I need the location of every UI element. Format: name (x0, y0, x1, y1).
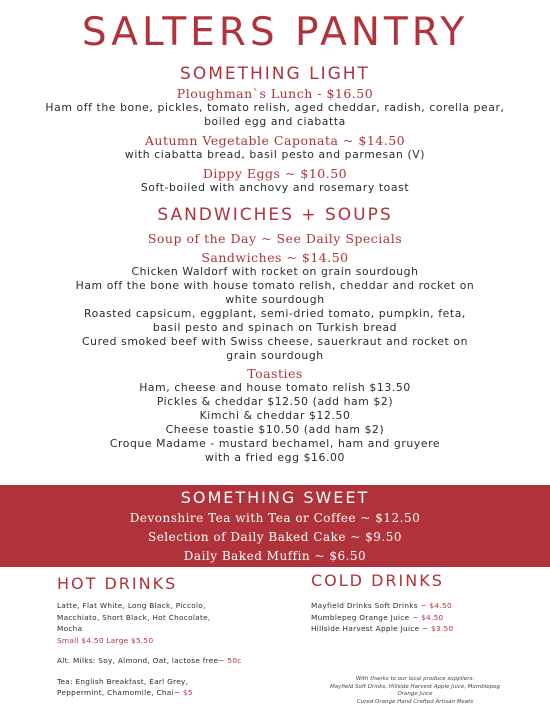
thanks-line: Cured Orange Hand Crafted Artisan Meats (356, 698, 474, 705)
thanks-line: With thanks to our local produce suppliers: (355, 676, 475, 682)
alt-milks (57, 655, 287, 667)
sandwich-line: Cured smoked beef with Swiss cheese, sauerkraut and rocket on (81, 335, 469, 348)
tea-price: ~ $5 (173, 688, 193, 697)
daily-cake-item: Selection of Daily Baked Cake ~ $9.50 (147, 530, 403, 544)
sandwiches-soups-heading: SANDWICHES + SOUPS (157, 205, 393, 225)
devonshire-tea-item: Devonshire Tea with Tea or Coffee ~ $12.50 (129, 511, 421, 525)
cold-drink-name: Mayfield Drinks Soft Drinks (311, 601, 418, 610)
something-sweet-banner (0, 485, 550, 567)
hot-drinks-list (57, 600, 287, 699)
sandwiches-title: Sandwiches ~ $14.50 (201, 250, 349, 265)
cold-drinks-list (311, 600, 541, 635)
something-light-section (0, 64, 550, 195)
caponata-desc: with ciabatta bread, basil pesto and parmesan (V) (124, 148, 426, 161)
sandwich-line: Ham off the bone with house tomato relish, cheddar and rocket on (75, 279, 475, 292)
tea-line-2-text: Peppermint, Chamomile, Chai (57, 688, 174, 697)
thanks-line: Orange Juice (397, 691, 433, 697)
soup-of-the-day: Soup of the Day ~ See Daily Specials (147, 231, 403, 246)
alt-milks-price: ~ 50c (218, 656, 242, 665)
daily-muffin-item: Daily Baked Muffin ~ $6.50 (183, 549, 367, 563)
tea-line-2 (57, 687, 287, 699)
ploughmans-lunch-desc-1: Ham off the bone, pickles, tomato relish, aged cheddar, radish, corella pear, (45, 101, 505, 114)
toastie-line: Croque Madame - mustard bechamel, ham and gruyere (109, 437, 441, 450)
sandwich-line: Chicken Waldorf with rocket on grain sourdough (131, 265, 419, 278)
coffee-line: Mocha (57, 624, 83, 633)
thanks-line: Mayfield Soft Drinks, Hillside Harvest Apple Juice, Mumblepeg (329, 683, 501, 690)
sandwich-line: basil pesto and spinach on Turkish bread (152, 321, 398, 334)
alt-milks-text: Alt. Milks: Soy, Almond, Oat, lactose free (57, 656, 219, 665)
sandwich-line: Roasted capsicum, eggplant, semi-dried tomato, pumpkin, feta, (84, 307, 466, 320)
coffee-sizes: Small $4.50 Large $5.50 (57, 635, 154, 645)
coffee-line: Macchiato, Short Black, Hot Chocolate, (57, 612, 211, 622)
caponata-title: Autumn Vegetable Caponata ~ $14.50 (144, 133, 406, 148)
ploughmans-lunch-desc-2: boiled egg and ciabatta (204, 115, 346, 128)
toastie-line: Kimchi & cheddar $12.50 (199, 409, 351, 422)
ploughmans-lunch-title: Ploughman`s Lunch - $16.50 (176, 86, 374, 101)
cold-drinks-heading: COLD DRINKS (311, 571, 444, 590)
sandwich-line: grain sourdough (226, 349, 324, 362)
cold-drink-item (311, 612, 541, 624)
toastie-line: with a fried egg $16.00 (205, 451, 345, 464)
toasties-title: Toasties (247, 366, 303, 381)
sandwiches-soups-section (0, 205, 550, 465)
sandwich-line: white sourdough (225, 293, 325, 306)
something-sweet-heading: SOMETHING SWEET (180, 488, 370, 507)
supplier-thanks (285, 676, 545, 706)
cold-drink-name: Hillside Harvest Apple Juice (311, 624, 420, 633)
cold-drink-price: ~ $4.50 (412, 612, 444, 622)
menu-title: SALTERS PANTRY (81, 10, 469, 55)
something-light-heading: SOMETHING LIGHT (180, 64, 370, 84)
cold-drink-name: Mumblepeg Orange Juice (311, 612, 410, 622)
cold-drink-price: ~ $3.50 (422, 624, 454, 633)
cold-drink-item (311, 600, 541, 612)
dippy-eggs-desc: Soft-boiled with anchovy and rosemary toast (140, 181, 410, 194)
toastie-line: Pickles & cheddar $12.50 (add ham $2) (156, 395, 394, 408)
toastie-line: Cheese toastie $10.50 (add ham $2) (165, 423, 385, 436)
toastie-line: Ham, cheese and house tomato relish $13.50 (139, 381, 411, 394)
hot-drinks-heading: HOT DRINKS (57, 574, 178, 593)
tea-line-1: Tea: English Breakfast, Earl Grey, (57, 676, 189, 686)
coffee-line: Latte, Flat White, Long Black, Piccolo, (57, 601, 206, 610)
dippy-eggs-title: Dippy Eggs ~ $10.50 (202, 166, 348, 181)
cold-drink-item (311, 623, 541, 635)
cold-drink-price: ~ $4.50 (420, 601, 452, 610)
